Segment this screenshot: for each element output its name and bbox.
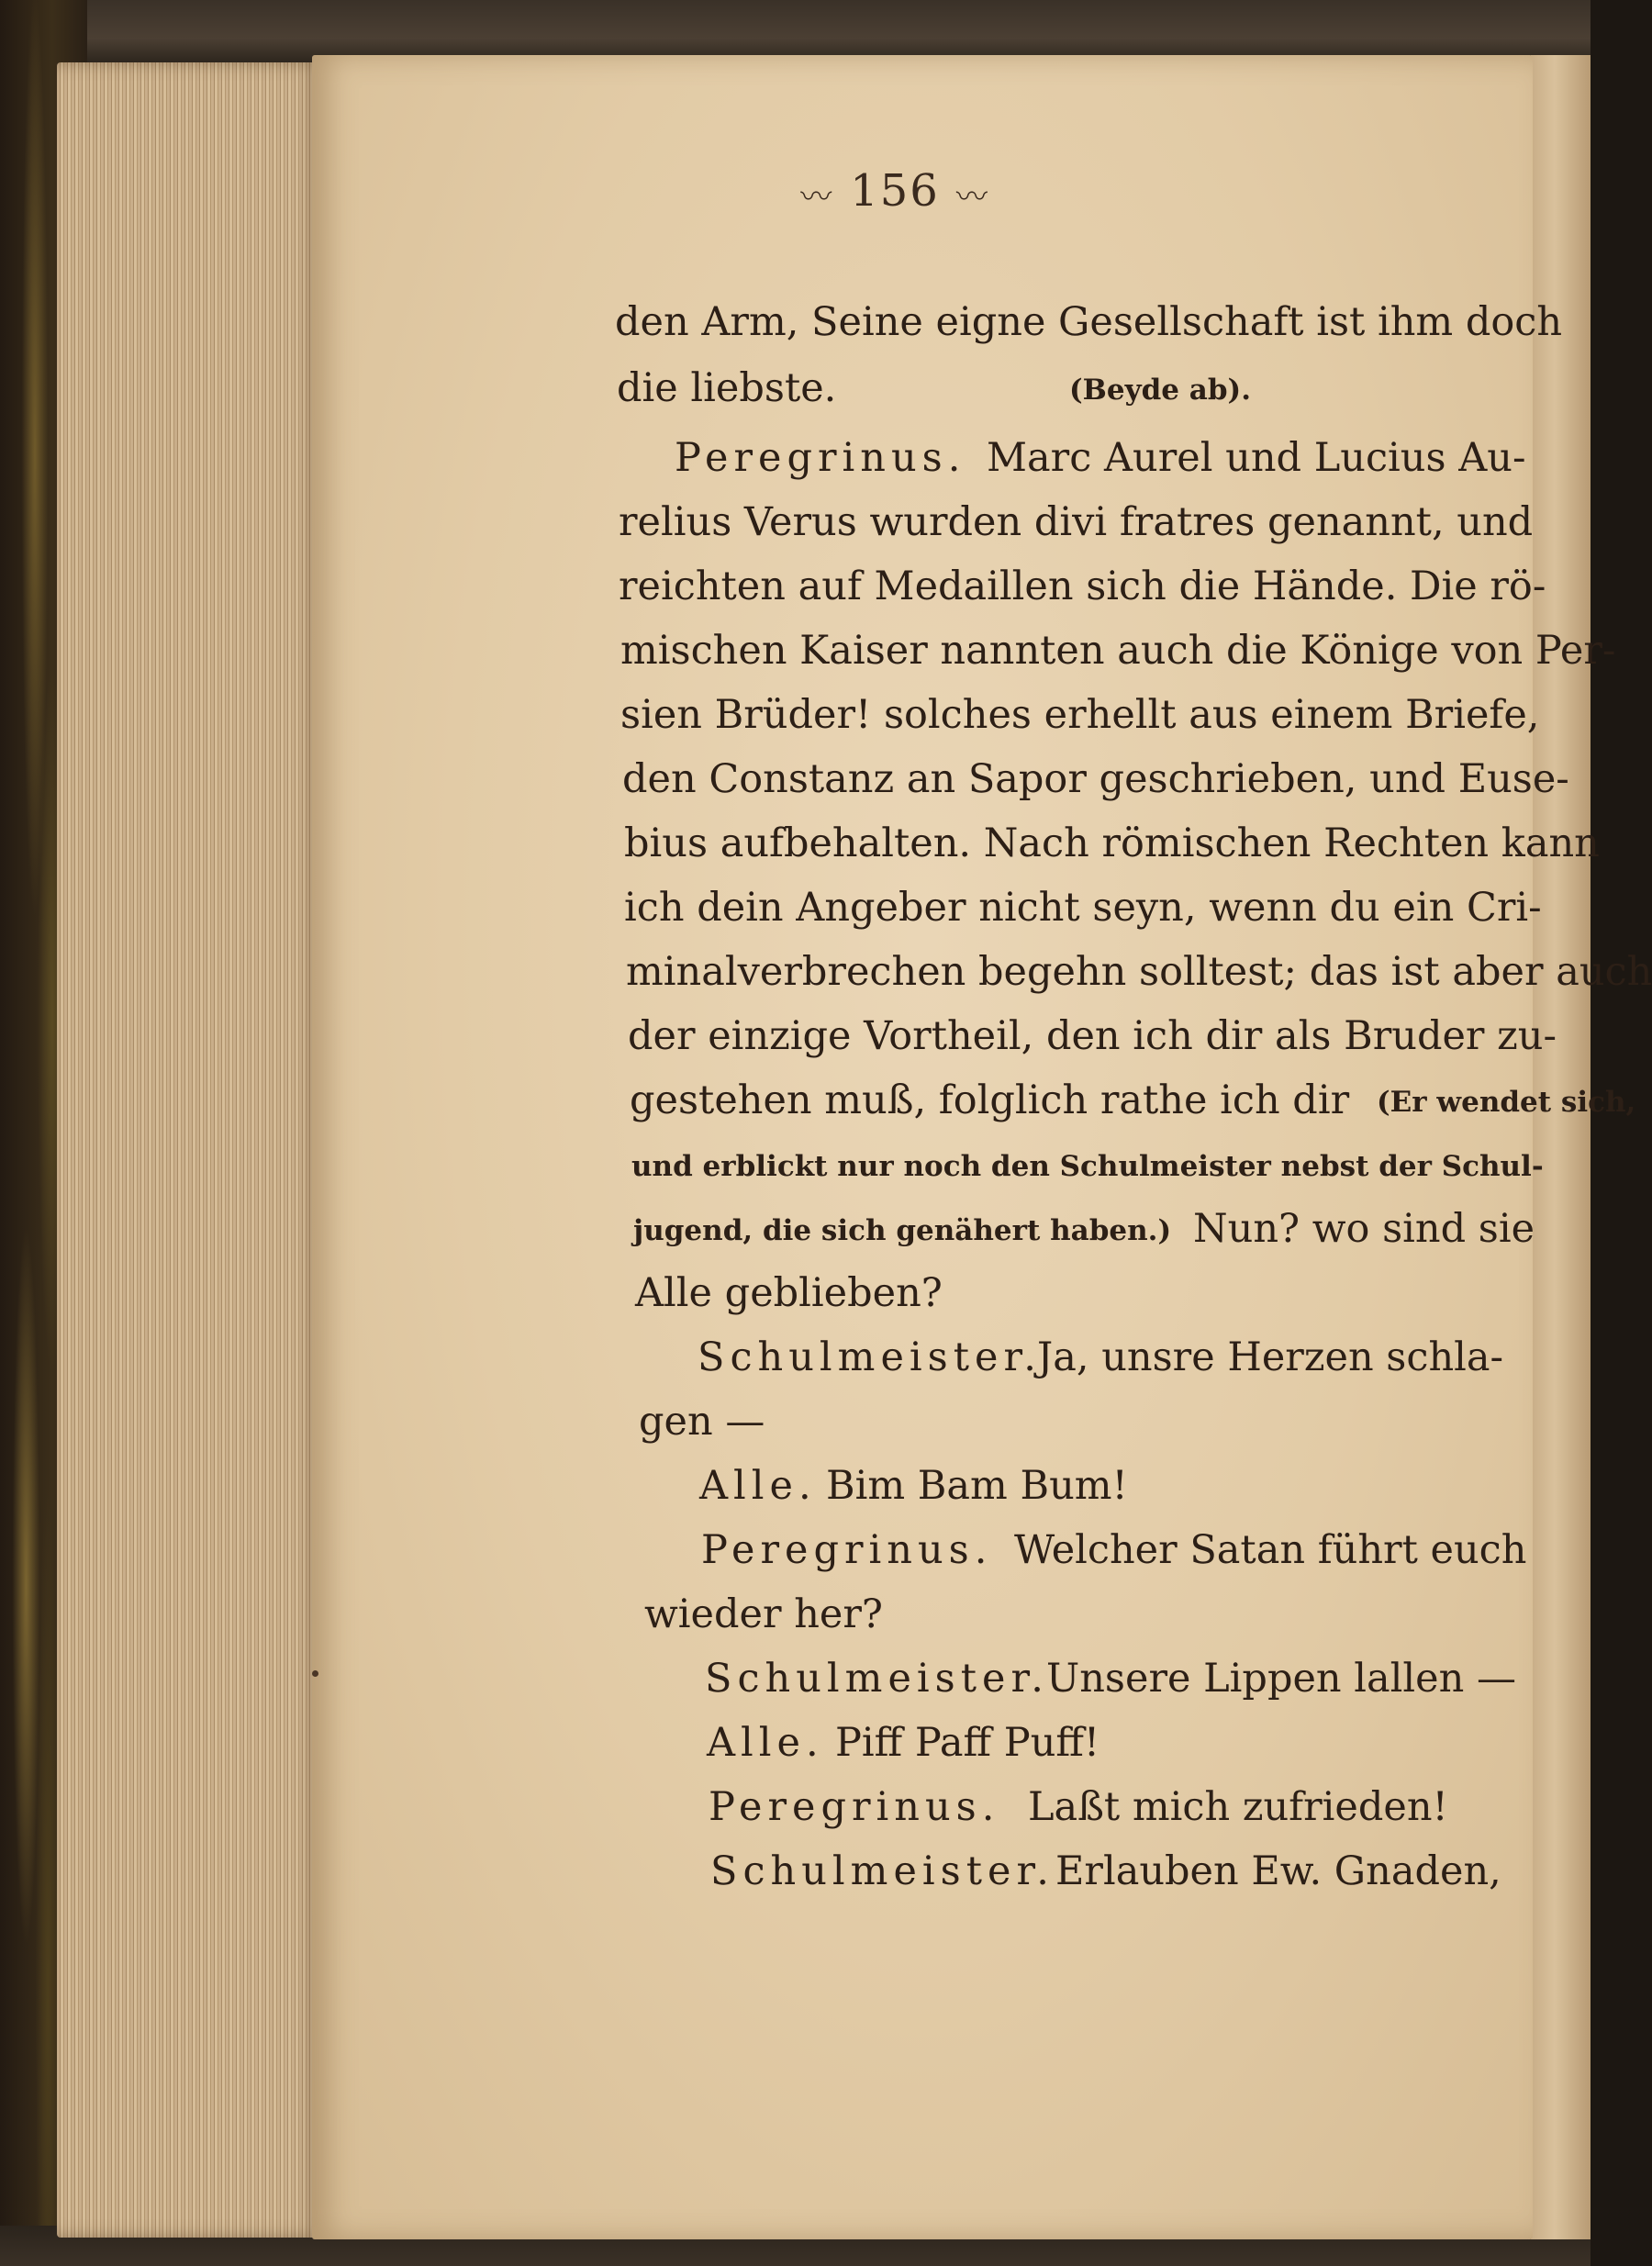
flourish-right-icon: 〰 [955, 179, 989, 216]
text-line: den Constanz an Sapor geschrieben, und Euse- [622, 756, 1569, 802]
text-line: der einzige Vortheil, den ich dir als Bruder zu- [628, 1013, 1557, 1059]
text-line: bius aufbehalten. Nach römischen Rechten kann [624, 820, 1600, 866]
page-edge-right [1531, 55, 1591, 2239]
text-line: Erlauben Ew. Gnaden, [1055, 1848, 1501, 1894]
text-line: wieder her? [644, 1591, 883, 1637]
speaker-name: Peregrinus. [701, 1527, 993, 1573]
text-line: Bim Bam Bum! [826, 1463, 1128, 1509]
text-line: gestehen muß, folglich rathe ich dir [630, 1077, 1350, 1123]
stage-direction: jugend, die sich genähert haben.) [633, 1214, 1172, 1247]
text-line: minalverbrechen begehn solltest; das ist aber auch [626, 949, 1652, 995]
text-line: reichten auf Medaillen sich die Hände. Die rö- [619, 564, 1546, 609]
text-line: Piff Paff Puff! [835, 1720, 1100, 1766]
flourish-left-icon: 〰 [800, 179, 834, 216]
book-page [312, 55, 1652, 2239]
text-line: Marc Aurel und Lucius Au- [987, 435, 1526, 481]
ink-speck [312, 1670, 318, 1677]
text-line: gen — [639, 1399, 765, 1445]
text-line: Laßt mich zufrieden! [1028, 1784, 1448, 1830]
text-line: ich dein Angeber nicht seyn, wenn du ein Cri- [624, 885, 1542, 931]
text-line: sien Brüder! solches erhellt aus einem Briefe, [620, 692, 1540, 738]
speaker-name: Schulmeister. [710, 1848, 1055, 1894]
page-header [312, 165, 1533, 217]
text-line: Unsere Lippen lallen — [1046, 1656, 1516, 1702]
speaker-name: Peregrinus. [675, 435, 966, 481]
stage-direction: (Er wendet sich, [1377, 1086, 1636, 1119]
text-line: Ja, unsre Herzen schla- [1037, 1334, 1504, 1380]
text-line: den Arm, Seine eigne Gesellschaft ist ihm doch [615, 299, 1563, 345]
text-line: Welcher Satan führt euch [1014, 1527, 1527, 1573]
text-line: mischen Kaiser nannten auch die Könige von Per- [620, 628, 1616, 674]
stage-direction: und erblickt nur noch den Schulmeister nebst der Schul- [631, 1150, 1544, 1183]
text-line: relius Verus wurden divi fratres genannt, und [619, 499, 1534, 545]
text-line: Nun? wo sind sie [1193, 1206, 1535, 1252]
speaker-name: Schulmeister. [698, 1334, 1042, 1380]
speaker-name: Alle. [699, 1463, 817, 1509]
text-line: die liebste. [617, 365, 837, 411]
page-number: 156 [850, 165, 940, 217]
speaker-name: Alle. [707, 1720, 824, 1766]
text-line: Alle geblieben? [635, 1270, 943, 1316]
stage-direction: (Beyde ab). [1069, 374, 1252, 407]
speaker-name: Schulmeister. [705, 1656, 1049, 1702]
speaker-name: Peregrinus. [709, 1784, 1000, 1830]
page-edges-left [57, 62, 323, 2238]
